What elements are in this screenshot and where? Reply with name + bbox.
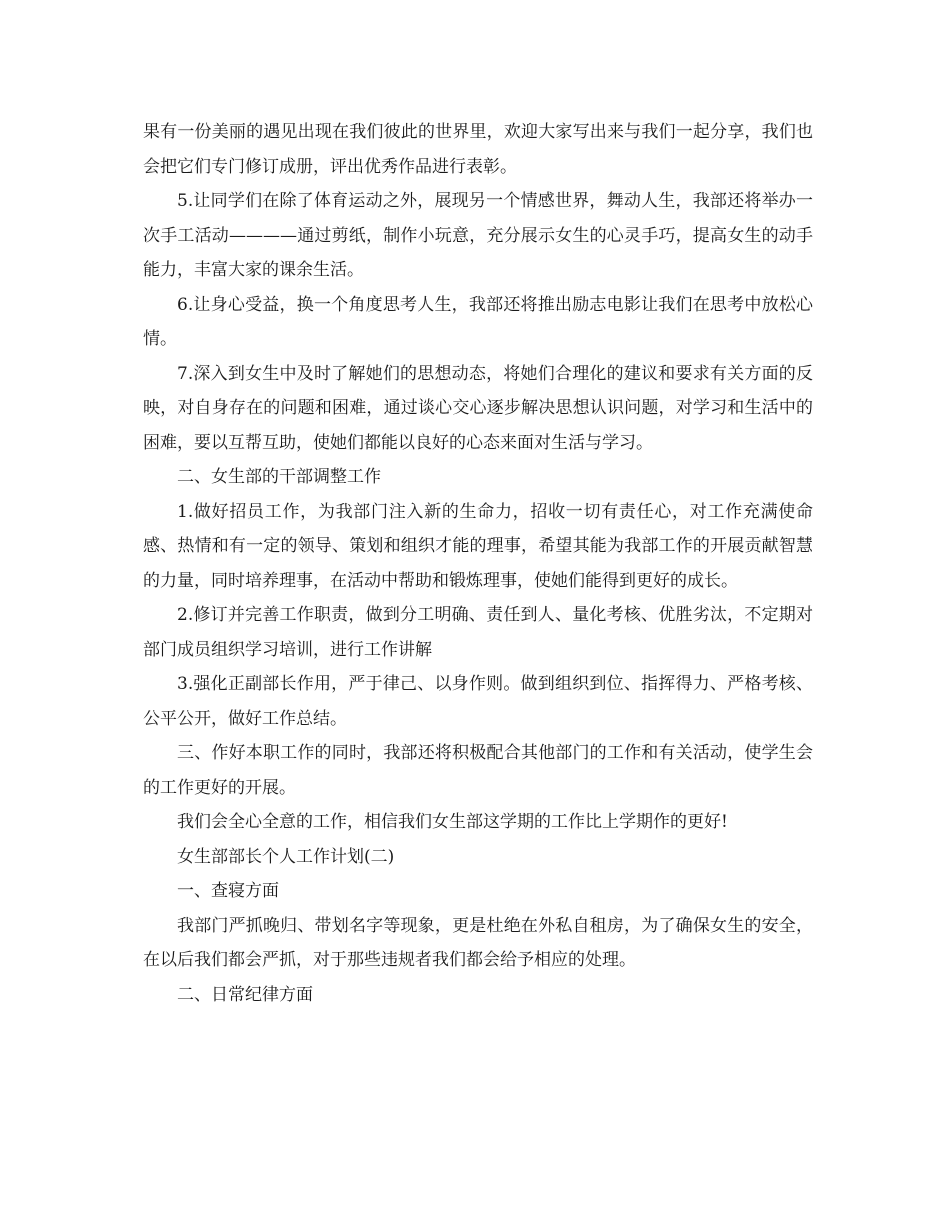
section-heading-dorm-check: 一、查寝方面 xyxy=(177,881,279,901)
paragraph-item-5: 5.让同学们在除了体育运动之外，展现另一个情感世界，舞动人生，我部还将举办一次手工活动————通过剪纸，制作小玩意，充分展示女生的心灵手巧，提高女生的动手能力，丰富大家的课余生活。 xyxy=(143,191,813,280)
paragraph-1: 果有一份美丽的遇见出现在我们彼此的世界里，欢迎大家写出来与我们一起分享，我们也会把它们专门修订成册，评出优秀作品进行表彰。 xyxy=(143,122,813,177)
paragraph-cadre-item-3: 3.强化正副部长作用，严于律己、以身作则。做到组织到位、指挥得力、严格考核、公平公开，做好工作总结。 xyxy=(143,674,813,729)
paragraph-item-6: 6.让身心受益，换一个角度思考人生，我部还将推出励志电影让我们在思考中放松心情。 xyxy=(143,294,813,349)
section-heading-cadre-adjustment: 二、女生部的干部调整工作 xyxy=(177,467,381,487)
paragraph-item-7: 7.深入到女生中及时了解她们的思想动态，将她们合理化的建议和要求有关方面的反映，对自身存在的问题和困难，通过谈心交心逐步解决思想认识问题，对学习和生活中的困难，要以互帮互助，使她们都能以良好的心态来面对生活与学习。 xyxy=(143,363,813,453)
paragraph-closing: 我们会全心全意的工作，相信我们女生部这学期的工作比上学期作的更好! xyxy=(177,812,728,832)
paragraph-cadre-item-2: 2.修订并完善工作职责，做到分工明确、责任到人、量化考核、优胜劣汰，不定期对部门成员组织学习培训，进行工作讲解 xyxy=(143,605,813,660)
plan-title: 女生部部长个人工作计划(二) xyxy=(177,846,395,867)
section-heading-cooperation: 三、作好本职工作的同时，我部还将积极配合其他部门的工作和有关活动，使学生会的工作更好的开展。 xyxy=(143,743,813,798)
document-body xyxy=(143,115,813,1012)
section-heading-discipline: 二、日常纪律方面 xyxy=(177,984,313,1005)
paragraph-cadre-item-1: 1.做好招员工作，为我部门注入新的生命力，招收一切有责任心，对工作充满使命感、热情和有一定的领导、策划和组织才能的理事，希望其能为我部工作的开展贡献智慧的力量，同时培养理事，在活动中帮助和锻炼理事，使她们能得到更好的成长。 xyxy=(143,501,813,591)
paragraph-dorm-check: 我部门严抓晚归、带划名字等现象，更是杜绝在外私自租房，为了确保女生的安全，在以后我们都会严抓，对于那些违规者我们都会给予相应的处理。 xyxy=(143,915,813,970)
